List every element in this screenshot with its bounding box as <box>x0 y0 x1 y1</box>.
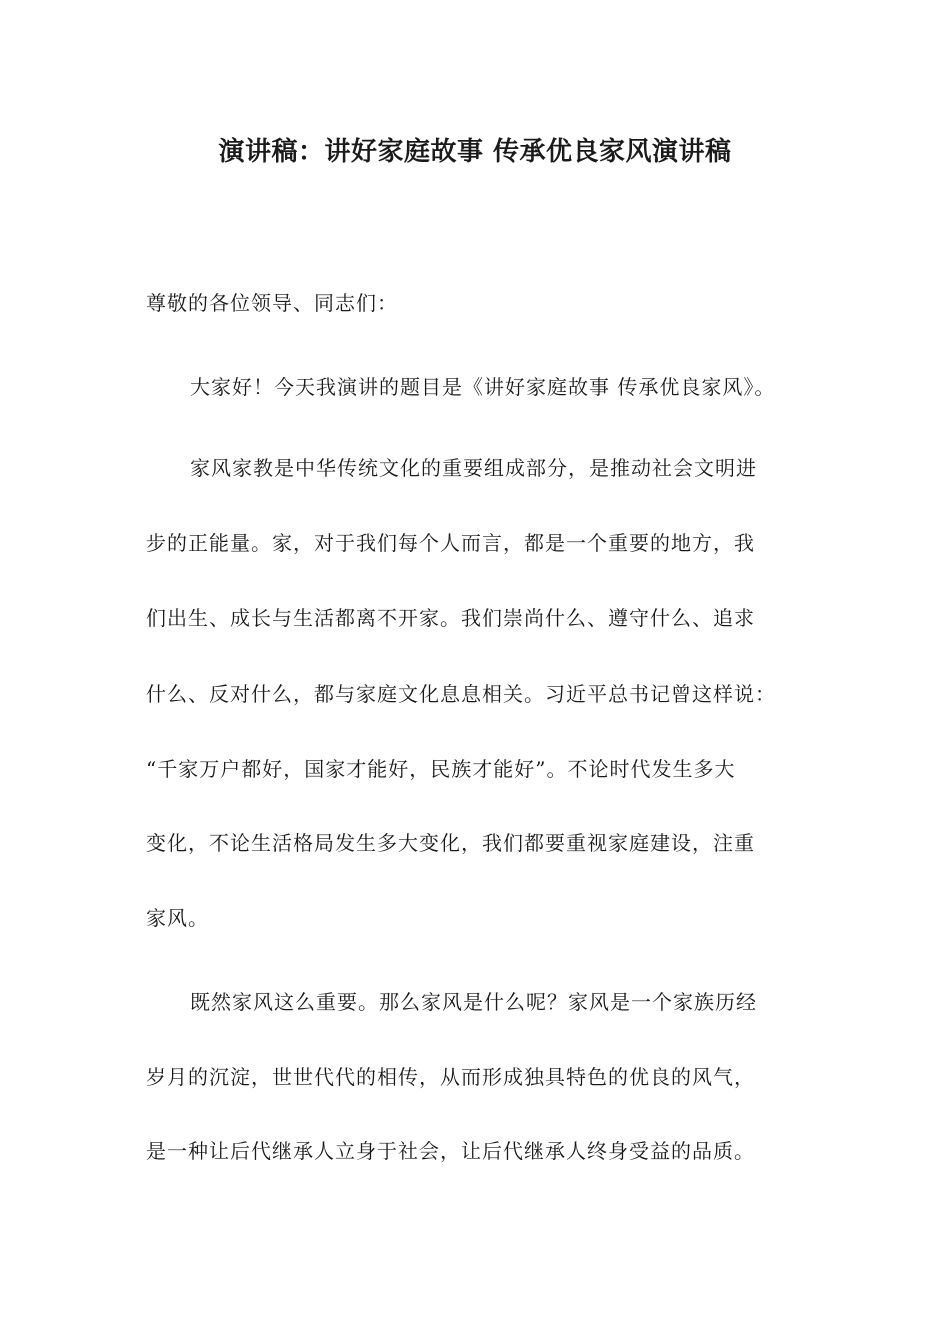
paragraph-line: 岁月的沉淀，世世代代的相传，从而形成独具特色的优良的风气， <box>146 1065 755 1089</box>
paragraph-line: 是一种让后代继承人立身于社会，让后代继承人终身受益的品质。 <box>146 1139 755 1163</box>
paragraph-line: 大家好！今天我演讲的题目是《讲好家庭故事 传承优良家风》。 <box>190 375 776 399</box>
paragraph-line: “千家万户都好，国家才能好，民族才能好”。不论时代发生多大 <box>146 757 736 781</box>
paragraph-line: 变化，不论生活格局发生多大变化，我们都要重视家庭建设，注重 <box>146 831 755 855</box>
paragraph-line: 既然家风这么重要。那么家风是什么呢？家风是一个家族历经 <box>190 990 757 1014</box>
document-title: 演讲稿：讲好家庭故事 传承优良家风演讲稿 <box>218 137 732 167</box>
paragraph-line: 们出生、成长与生活都离不开家。我们崇尚什么、遵守什么、追求 <box>146 606 755 630</box>
paragraph-line: 步的正能量。家，对于我们每个人而言，都是一个重要的地方，我 <box>146 531 755 555</box>
paragraph-line: 家风。 <box>146 906 209 930</box>
paragraph-line: 家风家教是中华传统文化的重要组成部分，是推动社会文明进 <box>190 456 757 480</box>
salutation: 尊敬的各位领导、同志们： <box>146 291 398 315</box>
paragraph-line: 什么、反对什么，都与家庭文化息息相关。习近平总书记曾这样说： <box>146 682 776 706</box>
